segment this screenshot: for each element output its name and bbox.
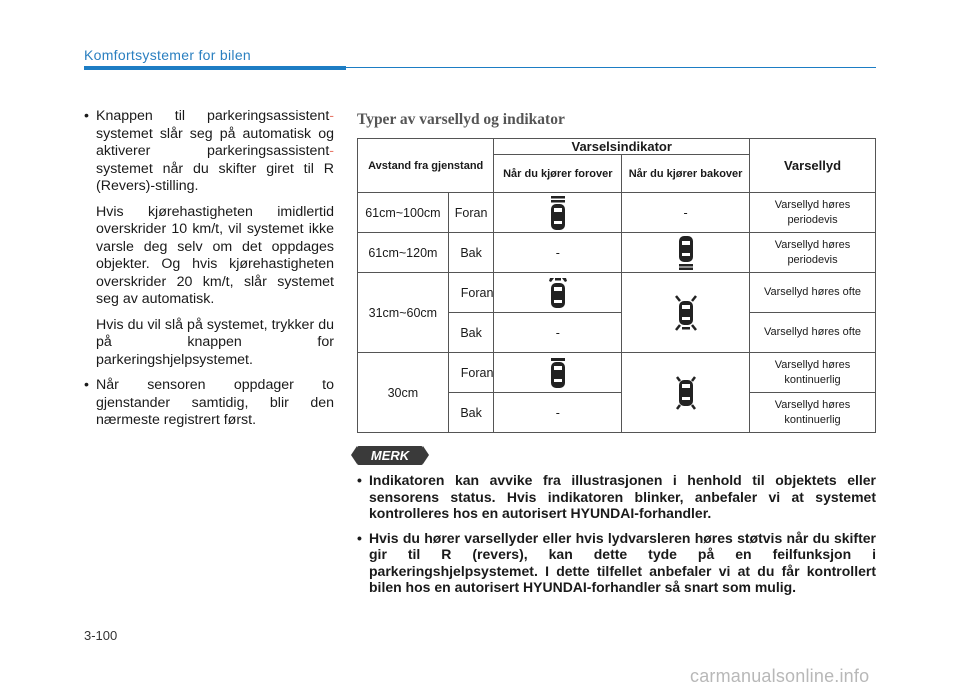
row2-position: Bak bbox=[448, 233, 494, 273]
row4-forward-rear: - bbox=[494, 393, 622, 433]
row4-forward-indicator bbox=[494, 353, 622, 393]
row1-backward: - bbox=[622, 193, 750, 233]
note-item: • Indikatoren kan avvike fra illustrasjonen i henhold til objektets eller sensorens status. Hvis indikatoren blinker, anbefaler vi at systemet kontrolleres hos en autorisert HYUNDAI-forhandler. bbox=[357, 472, 876, 522]
row4-position-front: Foran bbox=[448, 353, 494, 393]
header-distance: Avstand fra gjenstand bbox=[358, 139, 494, 193]
header-rule-thick bbox=[84, 66, 346, 70]
watermark: carmanualsonline.info bbox=[690, 666, 870, 686]
row1-position: Foran bbox=[448, 193, 494, 233]
header-backward: Når du kjører bakover bbox=[622, 155, 750, 193]
row1-forward-indicator bbox=[494, 193, 622, 233]
car-front-corner-sensors-icon bbox=[549, 278, 567, 308]
paragraph-speed: Hvis kjørehastigheten imidlertid overskrider 10 km/t, vil systemet ikke varsle deg selv om det oppdages objekter. Og hvis kjørehastigheten overskrider 20 km/t, slår systemet seg av automatisk. bbox=[96, 203, 334, 307]
row3-forward-rear: - bbox=[494, 313, 622, 353]
row2-distance: 61cm~120m bbox=[358, 233, 449, 273]
row1-sound: Varsellyd høres periodevis bbox=[750, 193, 876, 233]
header-forward: Når du kjører forover bbox=[494, 155, 622, 193]
car-all-close-sensors-icon bbox=[675, 373, 697, 413]
page-number: 3-100 bbox=[84, 628, 118, 643]
row4-backward-indicator bbox=[622, 353, 750, 433]
car-front-close-sensor-icon bbox=[550, 358, 566, 388]
car-front-sensor-icon bbox=[550, 196, 566, 230]
row3-position-rear: Bak bbox=[448, 313, 494, 353]
row3-distance: 31cm~60cm bbox=[358, 273, 449, 353]
section-title: Typer av varsellyd og indikator bbox=[357, 111, 565, 128]
row2-sound: Varsellyd høres periodevis bbox=[750, 233, 876, 273]
note-label: MERK bbox=[357, 446, 423, 465]
row3-sound-front: Varsellyd høres ofte bbox=[750, 273, 876, 313]
row2-forward: - bbox=[494, 233, 622, 273]
header-rule-thin bbox=[346, 67, 876, 68]
bullet-two-objects: • Når sensoren oppdager to gjenstander samtidig, blir den nærmeste registrert først. bbox=[84, 377, 334, 430]
notes-list bbox=[357, 472, 876, 604]
bullet-auto-activation: • Knappen til parkeringsassistent- systemet slår seg på automatisk og aktiverer parkeringsassistent- systemet når du skifter giret til R (Revers)-stilling. bbox=[84, 108, 334, 196]
row4-sound-front: Varsellyd høres kontinuerlig bbox=[750, 353, 876, 393]
car-rear-sensor-icon bbox=[678, 236, 694, 270]
note-item: • Hvis du hører varsellyder eller hvis lydvarsleren høres støtvis når du skifter gir til R (revers), kan dette tyde på en feilfunksjon i parkeringshjelpsystemet. I dette tilfellet anbefaler vi at du får kontrollert bilen hos en autorisert HYUNDAI-forhandler så snart som mulig. bbox=[357, 530, 876, 596]
header-sound: Varsellyd bbox=[750, 139, 876, 193]
paragraph-turn-on: Hvis du vil slå på systemet, trykker du på knappen for parkeringshjelpsystemet. bbox=[96, 316, 334, 368]
row4-position-rear: Bak bbox=[448, 393, 494, 433]
row1-distance: 61cm~100cm bbox=[358, 193, 449, 233]
row4-sound-rear: Varsellyd høres kontinuerlig bbox=[750, 393, 876, 433]
left-column bbox=[84, 108, 334, 438]
row3-forward-indicator bbox=[494, 273, 622, 313]
row3-sound-rear: Varsellyd høres ofte bbox=[750, 313, 876, 353]
row2-backward-indicator bbox=[622, 233, 750, 273]
section-header: Komfortsystemer for bilen bbox=[84, 47, 251, 63]
row3-position-front: Foran bbox=[448, 273, 494, 313]
row3-backward-indicator bbox=[622, 273, 750, 353]
car-all-corner-sensors-icon bbox=[674, 293, 698, 333]
row4-distance: 30cm bbox=[358, 353, 449, 433]
warning-table bbox=[357, 138, 876, 433]
header-indicator: Varselsindikator bbox=[494, 139, 750, 155]
